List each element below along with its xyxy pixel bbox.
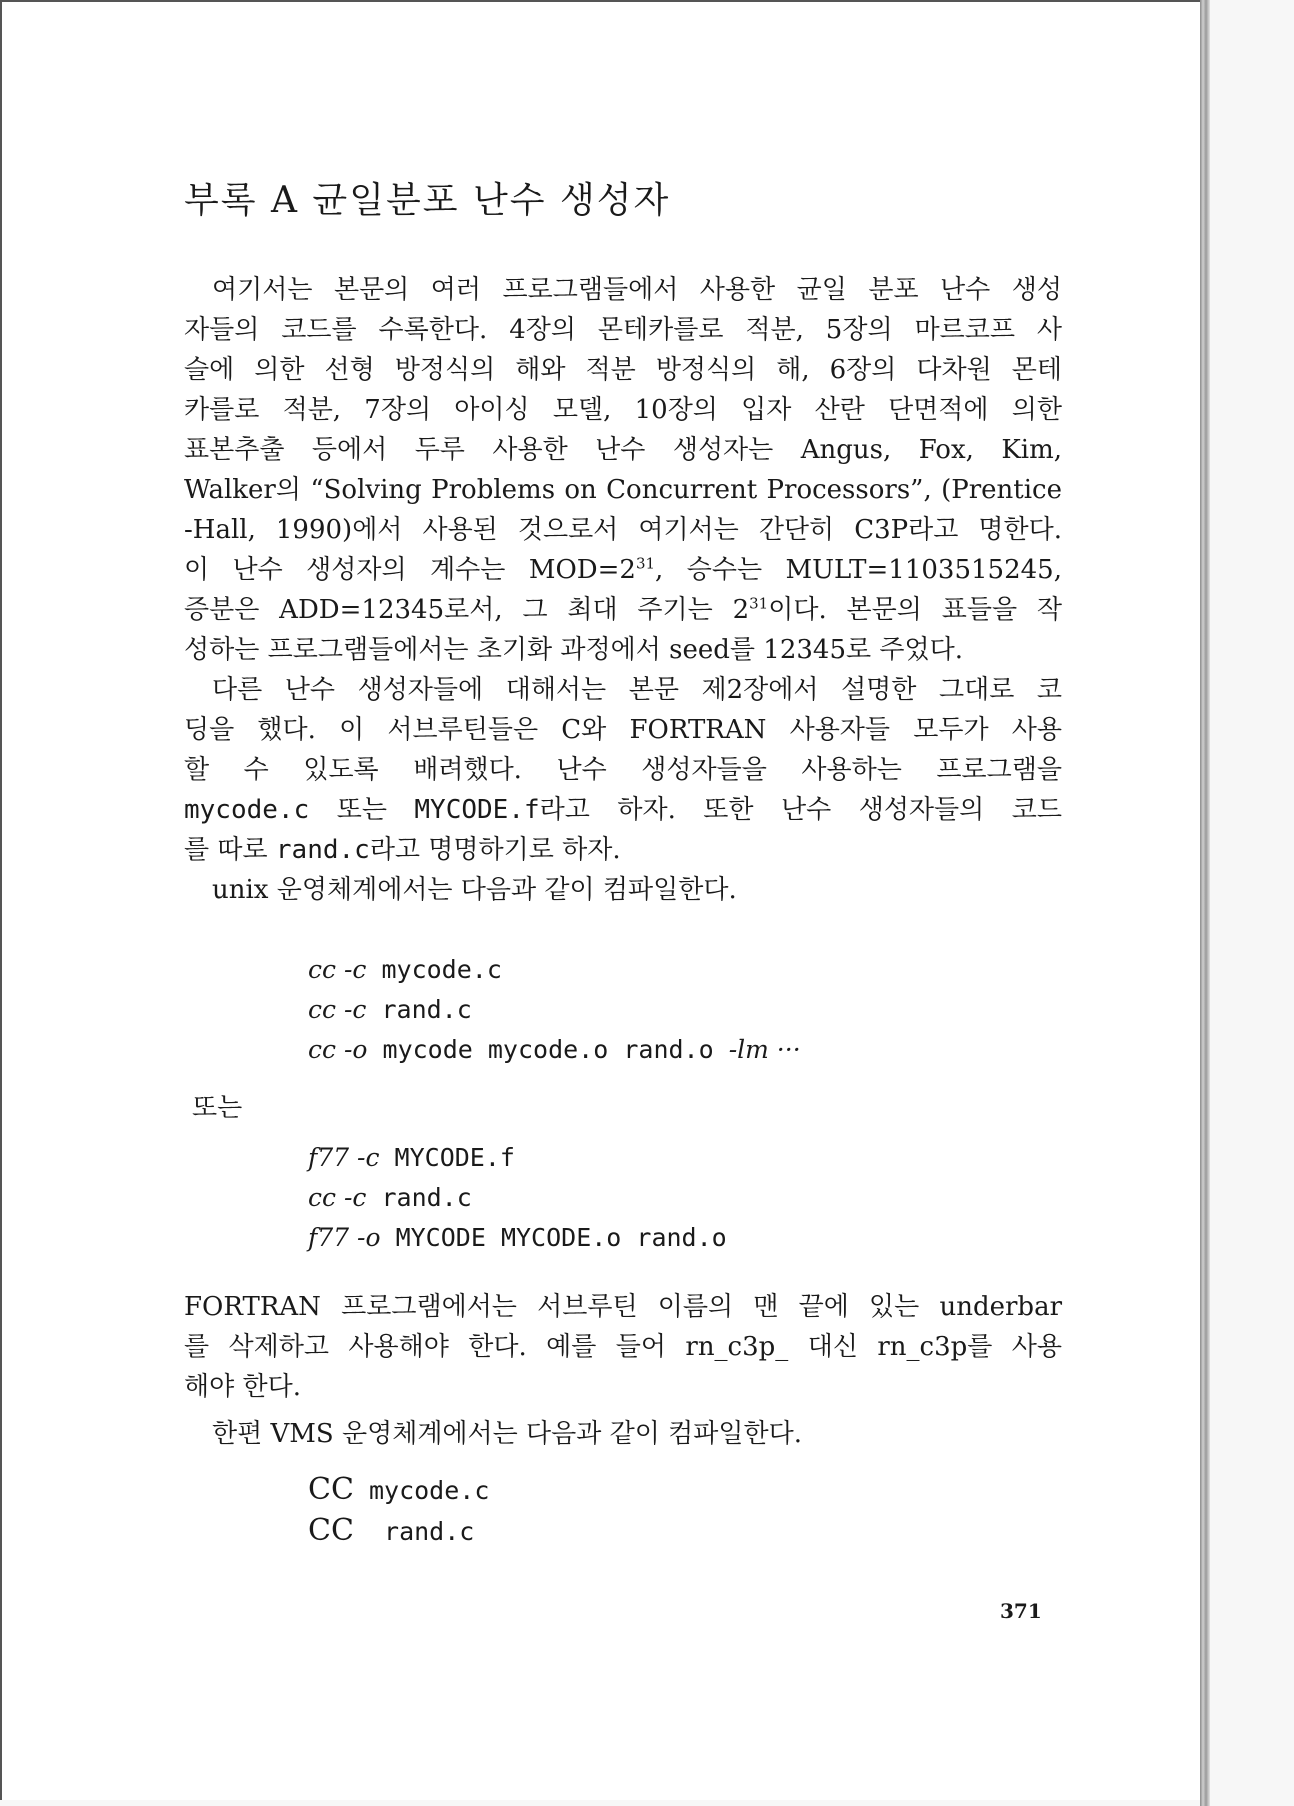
text-line: -Hall, 1990)에서 사용된 것으로서 여기서는 간단히 C3P라고 명한다.	[184, 515, 1062, 545]
page-edge-shadow	[1200, 0, 1210, 1806]
paragraph-unix	[184, 870, 1062, 910]
text-line: unix 운영체계에서는 다음과 같이 컴파일한다.	[212, 875, 737, 905]
text-line: 이 난수 생성자의 계수는 $MOD=2^{31}$, 승수는 MULT=1103515245,	[184, 554, 1062, 585]
code-line: cc -c rand.c	[308, 1183, 472, 1212]
unix-code-block	[308, 950, 801, 1070]
code-line: CC rand.c	[308, 1513, 475, 1548]
text-line: 다른 난수 생성자들에 대해서는 본문 제2장에서 설명한 그대로 코	[212, 675, 1062, 705]
vms-code-block	[308, 1470, 489, 1552]
code-line: cc -c rand.c	[308, 995, 472, 1024]
text-line: FORTRAN 프로그램에서는 서브루틴 이름의 맨 끝에 있는 underbar	[184, 1292, 1062, 1322]
or-label: 또는	[192, 1093, 243, 1123]
text-line: 표본추출 등에서 두루 사용한 난수 생성자는 Angus, Fox, Kim,	[184, 435, 1062, 465]
paragraph-vms	[184, 1414, 1062, 1454]
code-line: f77 -o MYCODE MYCODE.o rand.o	[308, 1223, 727, 1252]
text-line: 를 삭제하고 사용해야 한다. 예를 들어 rn_c3p_ 대신 rn_c3p를 사용	[184, 1332, 1062, 1362]
paragraph-other-generators	[184, 670, 1062, 870]
page-title: 부록 A 균일분포 난수 생성자	[184, 180, 671, 221]
text-line: 슬에 의한 선형 방정식의 해와 적분 방정식의 해, 6장의 다차원 몬테	[184, 355, 1062, 385]
text-line: 한편 VMS 운영체계에서는 다음과 같이 컴파일한다.	[212, 1419, 803, 1449]
text-line: 증분은 ADD=12345로서, 그 최대 주기는 $2^{31}$이다. 본문의 표들을 작	[184, 594, 1062, 625]
text-line: mycode.c 또는 MYCODE.f라고 하자. 또한 난수 생성자들의 코드	[184, 795, 1062, 825]
text-line: 여기서는 본문의 여러 프로그램들에서 사용한 균일 분포 난수 생성	[212, 275, 1062, 305]
code-line: CC mycode.c	[308, 1472, 490, 1507]
paragraph-fortran-note	[184, 1287, 1062, 1407]
text-line: 해야 한다.	[184, 1372, 301, 1402]
text-line: 를 따로 rand.c라고 명명하기로 하자.	[184, 835, 621, 865]
code-line: cc -o mycode mycode.o rand.o -lm ···	[308, 1035, 801, 1064]
text-line: Walker의 “Solving Problems on Concurrent Processors”, (Prentice	[184, 475, 1062, 505]
text-line: 성하는 프로그램들에서는 초기화 과정에서 seed를 12345로 주었다.	[184, 635, 963, 665]
text-line: 카를로 적분, 7장의 아이싱 모델, 10장의 입자 산란 단면적에 의한	[184, 395, 1062, 425]
text-line: 할 수 있도록 배려했다. 난수 생성자들을 사용하는 프로그램을	[184, 755, 1062, 785]
text-line: 자들의 코드를 수록한다. 4장의 몬테카를로 적분, 5장의 마르코프 사	[184, 315, 1062, 345]
text-line: 딩을 했다. 이 서브루틴들은 C와 FORTRAN 사용자들 모두가 사용	[184, 715, 1062, 745]
fortran-code-block	[308, 1138, 727, 1258]
code-line: cc -c mycode.c	[308, 955, 502, 984]
paragraph-intro	[184, 270, 1062, 670]
code-line: f77 -c MYCODE.f	[308, 1143, 515, 1172]
page-number: 371	[1000, 1599, 1042, 1623]
